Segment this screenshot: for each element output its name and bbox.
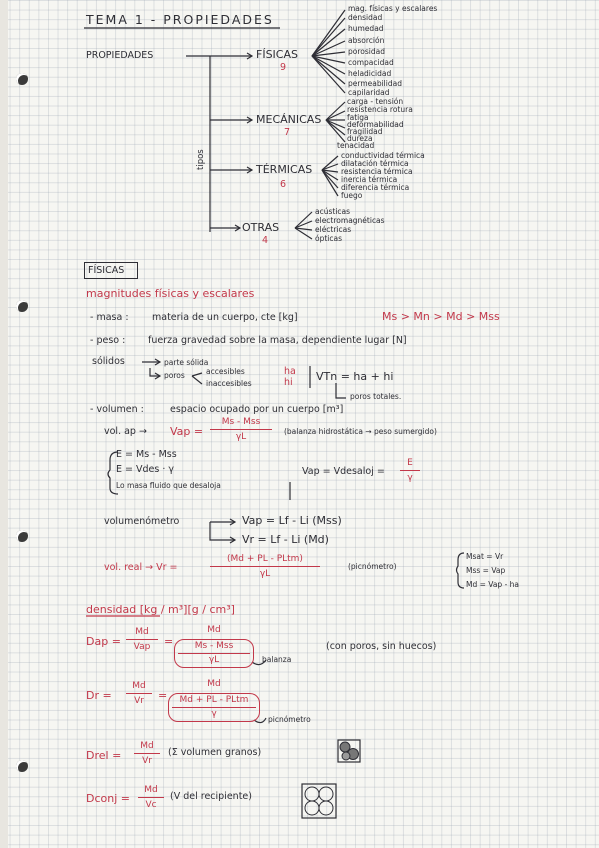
masa-order: Ms > Mn > Md > Mss	[382, 310, 500, 323]
hi: hi	[284, 377, 293, 388]
inner-denominator: γL	[178, 653, 250, 665]
branch-count: 6	[280, 179, 287, 190]
inner-denominator: γ	[172, 707, 256, 719]
volap-lhs: Vap =	[170, 425, 204, 438]
branch-item: resistencia térmica	[341, 167, 413, 176]
map-root: PROPIEDADES	[86, 50, 154, 61]
equals: =	[164, 635, 174, 648]
branch-item: electromagnéticas	[315, 216, 385, 225]
branch-item: humedad	[348, 24, 384, 33]
solidos-poros: poros	[164, 371, 185, 380]
volreal-note: (picnómetro)	[348, 562, 397, 571]
inner-numerator: Md + PL - PLtm	[179, 695, 249, 705]
denominator: Vc	[138, 797, 164, 810]
inaccesibles: inaccesibles	[206, 379, 252, 388]
masa-text: materia de un cuerpo, cte [kg]	[152, 312, 298, 323]
branch-count: 9	[280, 62, 287, 73]
branch-item: acústicas	[315, 207, 351, 216]
numerator: (Md + PL - PLtm)	[227, 554, 303, 564]
branch-item: ópticas	[315, 234, 343, 243]
denominator: γL	[210, 429, 272, 442]
volumenometro-line2: Vr = Lf - Li (Md)	[242, 533, 329, 546]
numerator: Md	[135, 627, 149, 637]
inner-numerator: Ms - Mss	[194, 641, 234, 651]
branch-item: densidad	[348, 13, 383, 22]
branch-item: deformabilidad	[347, 120, 404, 129]
masa-lead: - masa :	[90, 312, 129, 323]
branch-item: permeabilidad	[348, 79, 402, 88]
branch-item: dilatación térmica	[341, 159, 409, 168]
branch-item: conductividad térmica	[341, 151, 425, 160]
vt-formula: VTn = ha + hi	[316, 370, 394, 383]
sys-rhs: Vap = Vdesaloj =	[302, 466, 385, 477]
peso-text: fuerza gravedad sobre la masa, dependiente lugar [N]	[148, 335, 407, 346]
solidos-parte: parte sólida	[164, 358, 209, 367]
branch-item: fuego	[341, 191, 363, 200]
peso-lead: - peso :	[90, 335, 126, 346]
volreal-label: vol. real → Vr =	[104, 562, 178, 573]
sys-line2: E = Vdes · γ	[116, 464, 175, 475]
dap-lhs: Dap =	[86, 635, 121, 648]
volreal-case3: Md = Vap - ha	[466, 580, 520, 589]
dr-tool: picnómetro	[268, 715, 311, 724]
numerator: Md	[207, 679, 221, 689]
poros-totales: poros totales.	[350, 392, 402, 401]
sys-line3: Lo masa fluido que desaloja	[116, 481, 221, 490]
branch-item: fatiga	[347, 113, 369, 122]
branch-item: heladicidad	[348, 69, 392, 78]
branch-item: porosidad	[348, 47, 385, 56]
denominator: Vr	[134, 753, 160, 766]
dap-note: (con poros, sin huecos)	[326, 641, 437, 652]
branch-item: tenacidad	[337, 141, 375, 150]
ha: ha	[284, 366, 296, 377]
page-title: TEMA 1 - PROPIEDADES	[86, 12, 274, 27]
branch-item: compacidad	[348, 58, 394, 67]
branch-item: resistencia rotura	[347, 105, 413, 114]
branch-otras: OTRAS	[242, 221, 280, 234]
volumen-text: espacio ocupado por un cuerpo [m³]	[170, 404, 344, 415]
tipos-label: tipos	[196, 149, 206, 170]
branch-item: eléctricas	[315, 225, 352, 234]
denominator: γL	[210, 566, 320, 579]
volumenometro-line1: Vap = Lf - Li (Mss)	[242, 514, 342, 527]
equals: =	[158, 689, 168, 702]
branch-item: mag. físicas y escalares	[348, 4, 438, 13]
branch-fisicas: FÍSICAS	[256, 48, 298, 61]
volap-label: vol. ap →	[104, 426, 147, 437]
branch-item: carga - tensión	[347, 97, 404, 106]
sys-line1: E = Ms - Mss	[116, 449, 177, 460]
numerator: E	[407, 458, 413, 468]
drel-lhs: Drel =	[86, 749, 122, 762]
branch-termicas: TÉRMICAS	[256, 163, 313, 176]
dap-tool: balanza	[262, 655, 292, 664]
dr-lhs: Dr =	[86, 689, 112, 702]
numerator: Ms - Mss	[221, 417, 261, 427]
numerator: Md	[144, 785, 158, 795]
branch-item: capilaridad	[348, 88, 390, 97]
drel-note: (Σ volumen granos)	[168, 747, 262, 758]
branch-mecanicas: MECÁNICAS	[256, 113, 322, 126]
branch-item: diferencia térmica	[341, 183, 410, 192]
denominator: γ	[400, 470, 420, 483]
volumenometro-label: volumenómetro	[104, 516, 180, 527]
branch-item: inercia térmica	[341, 175, 398, 184]
accesibles: accesibles	[206, 367, 245, 376]
volreal-case1: Msat = Vr	[466, 552, 504, 561]
branch-item: fragilidad	[347, 127, 383, 136]
numerator: Md	[207, 625, 221, 635]
densidad-title: densidad [kg / m³][g / cm³]	[86, 603, 235, 616]
section-label: FÍSICAS	[88, 265, 125, 276]
denominator: Vap	[126, 639, 158, 652]
section-subtitle: magnitudes físicas y escalares	[86, 287, 255, 300]
dconj-lhs: Dconj =	[86, 792, 130, 805]
volreal-case2: Mss = Vap	[466, 566, 506, 575]
volap-note: (balanza hidrostática → peso sumergido)	[284, 427, 437, 436]
dconj-note: (V del recipiente)	[170, 791, 252, 802]
branch-count: 4	[262, 235, 269, 246]
solidos-label: sólidos	[92, 356, 125, 367]
branch-item: dureza	[347, 134, 373, 143]
branch-count: 7	[284, 127, 291, 138]
volumen-lead: - volumen :	[90, 404, 144, 415]
branch-item: absorción	[348, 36, 385, 45]
denominator: Vr	[126, 693, 152, 706]
numerator: Md	[132, 681, 146, 691]
numerator: Md	[140, 741, 154, 751]
